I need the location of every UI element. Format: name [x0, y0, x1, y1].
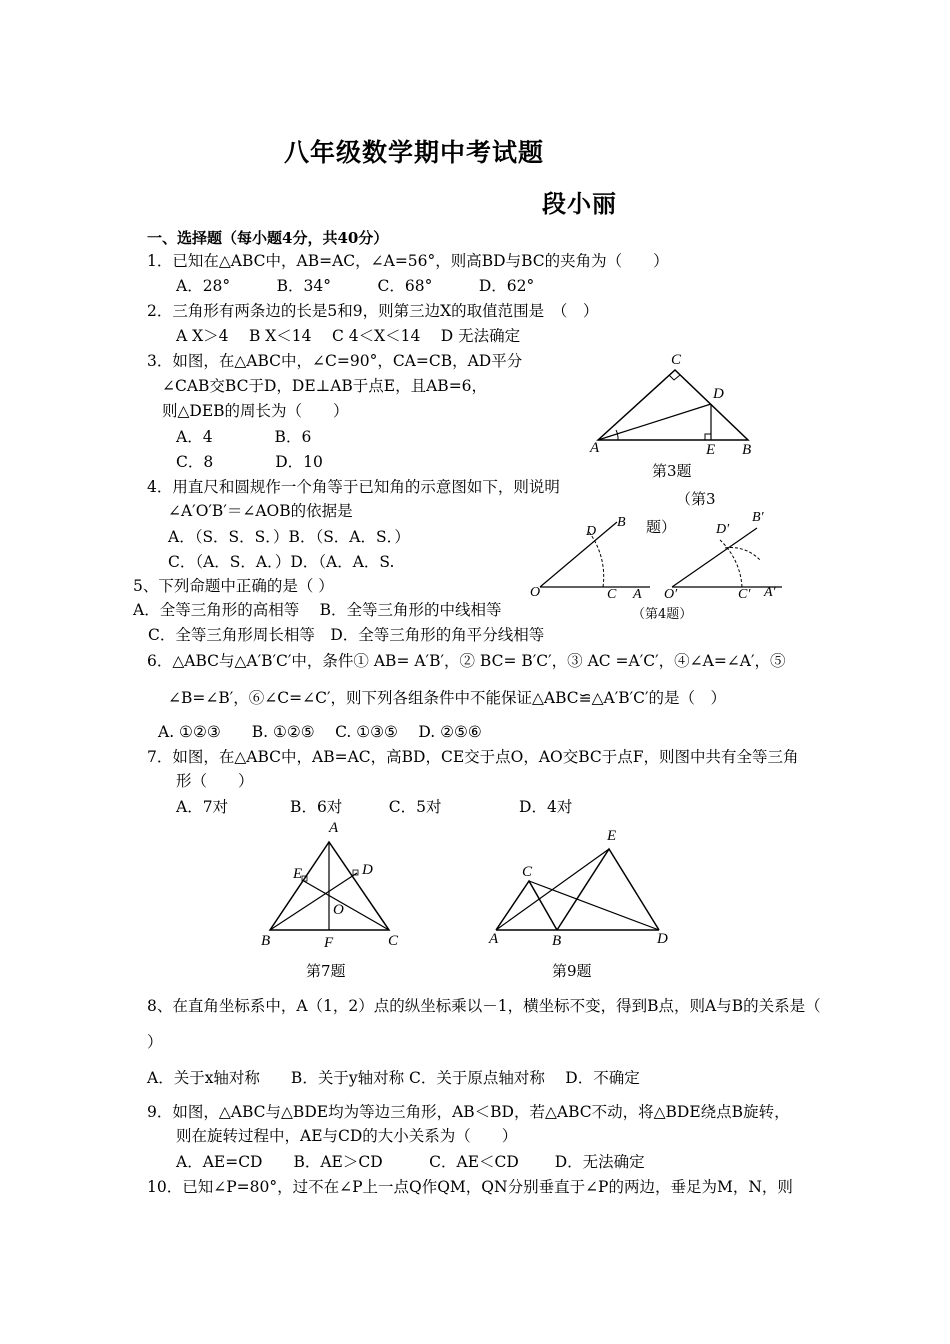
- q4-line2: ∠A′O′B′＝∠AOB的依据是: [168, 502, 353, 520]
- q3-options-2: C．8 D．10: [176, 453, 323, 471]
- q2-stem: 2．三角形有两条边的长是5和9，则第三边X的取值范围是 （ ）: [147, 302, 599, 320]
- q4-label-D: D: [586, 524, 597, 539]
- q5-options-1: A．全等三角形的高相等 B．全等三角形的中线相等: [133, 601, 502, 619]
- q3-label-B: B: [742, 442, 752, 458]
- q9-label-D: D: [657, 931, 668, 947]
- q1-options: A．28° B．34° C．68° D．62°: [176, 277, 535, 295]
- q4-options-1: A．（S．S．S．）B．（S．A．S．）: [168, 528, 410, 546]
- q4-options-2: C．（A．S．A．）D．（A．A．S.: [168, 553, 395, 571]
- q9-line1: 9．如图，△ABC与△BDE均为等边三角形，AB＜BD，若△ABC不动，将△BDE绕点B旋转，: [147, 1103, 790, 1121]
- q7-label-B: B: [261, 933, 271, 949]
- q5-options-2: C．全等三角形周长相等 D．全等三角形的角平分线相等: [148, 626, 545, 644]
- q4-label-B-prime: B′: [752, 510, 764, 525]
- section-heading: 一、选择题（每小题4分，共40分）: [147, 229, 389, 247]
- q4-label-C: C: [607, 587, 617, 602]
- q4-label-C-prime: C′: [738, 587, 751, 602]
- q3-figure-caption: 第3题: [652, 462, 692, 480]
- q6-line2: ∠B=∠B′，⑥∠C=∠C′，则下列各组条件中不能保证△ABC≌△A′B′C′的是（ ）: [168, 689, 727, 707]
- q4-label-A-prime: A′: [764, 585, 776, 600]
- q4-label-O: O: [530, 585, 541, 600]
- q9-line2: 则在旋转过程中，AE与CD的大小关系为（ ）: [176, 1127, 518, 1145]
- q1-stem: 1．已知在△ABC中，AB=AC，∠A=56°，则高BD与BC的夹角为（ ）: [147, 252, 669, 270]
- q4-label-O-prime: O′: [664, 587, 678, 602]
- q4-figure-caption: （第4题）: [632, 607, 693, 622]
- q7-label-F: F: [324, 935, 334, 951]
- q3-label-D: D: [713, 386, 724, 402]
- q7-line2: 形（ ）: [176, 772, 254, 790]
- q4-label-B: B: [617, 515, 626, 530]
- q5-stem: 5、下列命题中正确的是（ ）: [133, 577, 334, 595]
- q2-options: A X＞4 B X＜14 C 4＜X＜14 D 无法确定: [176, 327, 521, 345]
- q9-label-A: A: [489, 931, 499, 947]
- q6-line1: 6．△ABC与△A′B′C′中，条件① AB= A′B′，② BC= B′C′，③ AC =A′C′，④∠A=∠A′，⑤: [147, 652, 786, 670]
- q10-line1: 10．已知∠P=80°，过不在∠P上一点Q作QM，QN分别垂直于∠P的两边，垂足为M，N，则: [147, 1178, 793, 1196]
- q9-options: A．AE=CD B．AE＞CD C．AE＜CD D．无法确定: [176, 1153, 645, 1171]
- q3-line2: ∠CAB交BC于D，DE⊥AB于点E，且AB=6，: [162, 377, 488, 395]
- q7-line1: 7．如图，在△ABC中，AB=AC，高BD，CE交于点O，AO交BC于点F，则图中共有全等三角: [147, 748, 799, 766]
- q3-figure-note-1: （第3: [676, 490, 716, 508]
- q7-figure-caption: 第7题: [306, 962, 346, 980]
- q7-label-E: E: [293, 866, 303, 882]
- q7-label-O: O: [333, 902, 344, 918]
- q9-label-C: C: [522, 864, 533, 880]
- q7-label-C: C: [388, 933, 399, 949]
- q9-figure-caption: 第9题: [552, 962, 592, 980]
- q8-line1: 8、在直角坐标系中，A（1，2）点的纵坐标乘以－1，横坐标不变，得到B点，则A与B的关系是（: [147, 997, 821, 1015]
- q3-line3: 则△DEB的周长为（ ）: [162, 402, 349, 420]
- q3-figure-note-2: 题）: [646, 518, 677, 536]
- q4-label-D-prime: D′: [716, 522, 730, 537]
- q8-options: A．关于x轴对称 B．关于y轴对称 C．关于原点轴对称 D．不确定: [147, 1069, 640, 1087]
- q7-label-D: D: [362, 862, 373, 878]
- q3-label-A: A: [590, 440, 600, 456]
- page-title: 八年级数学期中考试题: [284, 138, 545, 167]
- q3-label-C: C: [671, 352, 682, 368]
- q8-line2: ）: [147, 1033, 163, 1051]
- q3-line1: 3．如图，在△ABC中，∠C=90°，CA=CB，AD平分: [147, 352, 523, 370]
- q3-options-1: A．4 B．6: [176, 428, 312, 446]
- q7-label-A: A: [329, 820, 339, 836]
- q9-label-E: E: [607, 828, 617, 844]
- q7-options: A．7对 B．6对 C．5对 D．4对: [176, 798, 573, 816]
- q4-label-A: A: [633, 587, 642, 602]
- q4-line1: 4．用直尺和圆规作一个角等于已知角的示意图如下，则说明: [147, 478, 560, 496]
- q6-options: A. ①②③ B. ①②⑤ C. ①③⑤ D. ②⑤⑥: [158, 723, 482, 741]
- author-name: 段小丽: [542, 189, 617, 218]
- q3-label-E: E: [706, 442, 716, 458]
- q9-label-B: B: [552, 933, 562, 949]
